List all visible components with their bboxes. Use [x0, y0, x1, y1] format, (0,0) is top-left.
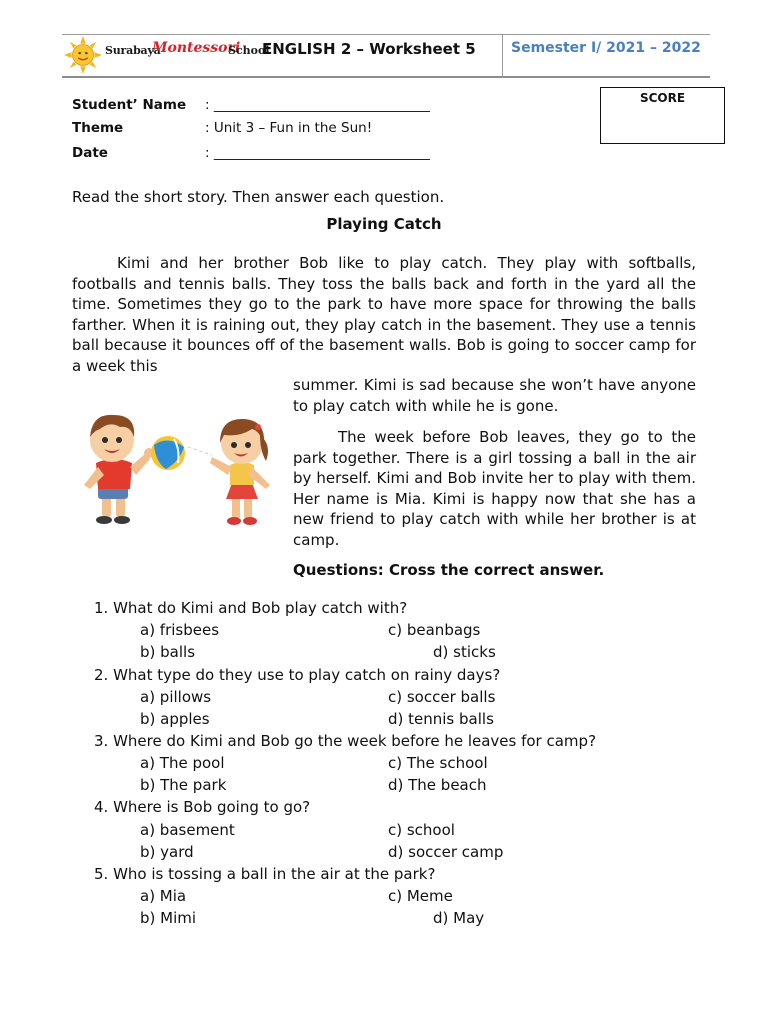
option-5c[interactable]: c) Meme: [388, 887, 453, 905]
option-3c[interactable]: c) The school: [388, 754, 488, 772]
option-2d[interactable]: d) tennis balls: [388, 710, 494, 728]
story-paragraph-1-continued: summer. Kimi is sad because she won’t have anyone to play catch with while he is gone.: [293, 376, 696, 415]
date-label: Date: [72, 145, 108, 161]
option-2c[interactable]: c) soccer balls: [388, 688, 496, 706]
option-5a[interactable]: a) Mia: [140, 887, 187, 905]
story-paragraph-1: Kimi and her brother Bob like to play catch. They play with softballs, footballs and tennis balls. They toss the balls back and forth in the yard all the time. Sometimes they go to the park to have more space for throwing the balls farther. When it is raining out, they play catch in the basement. They use a tennis ball because it bounces off of the basement walls. Bob is going to soccer camp for a week this: [72, 254, 696, 375]
student-name-field[interactable]: : ________________________________: [205, 97, 430, 113]
question-4: 4. Where is Bob going to go?: [94, 798, 311, 816]
option-4a[interactable]: a) basement: [140, 821, 235, 839]
option-3b[interactable]: b) The park: [140, 776, 227, 794]
question-3: 3. Where do Kimi and Bob go the week before he leaves for camp?: [94, 732, 597, 750]
score-label: SCORE: [639, 91, 686, 105]
semester-label: Semester I/ 2021 – 2022: [511, 40, 701, 56]
option-4b[interactable]: b) yard: [140, 843, 194, 861]
option-3a[interactable]: a) The pool: [140, 754, 225, 772]
question-2: 2. What type do they use to play catch on rainy days?: [94, 666, 501, 684]
theme-value: : Unit 3 – Fun in the Sun!: [205, 120, 373, 136]
theme-label: Theme: [72, 120, 124, 136]
option-1b[interactable]: b) balls: [140, 643, 196, 661]
option-3d[interactable]: d) The beach: [388, 776, 487, 794]
story-title: Playing Catch: [326, 215, 442, 233]
school-name-surabaya: Surabaya: [105, 44, 161, 57]
option-5d[interactable]: d) May: [433, 909, 485, 927]
boy-figure: [84, 415, 154, 524]
instruction-text: Read the short story. Then answer each question.: [72, 188, 445, 206]
school-name-montessori: Montessori: [152, 40, 241, 56]
option-1c[interactable]: c) beanbags: [388, 621, 481, 639]
school-name-school: School: [228, 44, 270, 57]
header-bottom-rule: [62, 76, 710, 78]
option-2b[interactable]: b) apples: [140, 710, 210, 728]
option-1d[interactable]: d) sticks: [433, 643, 496, 661]
ball-figure: [151, 436, 212, 470]
option-5b[interactable]: b) Mimi: [140, 909, 197, 927]
date-field[interactable]: : ________________________________: [205, 145, 430, 161]
kids-playing-catch-illustration: [74, 385, 284, 535]
questions-heading: Questions: Cross the correct answer.: [293, 561, 605, 579]
question-5: 5. Who is tossing a ball in the air at the park?: [94, 865, 436, 883]
story-paragraph-2: The week before Bob leaves, they go to the park together. There is a girl tossing a ball in the air by herself. Kimi and Bob invite her to play with them. Her name is Mia. Kimi is happy now that she has a new friend to play catch with while her brother is at camp.: [293, 428, 696, 549]
header-top-rule: [62, 34, 710, 35]
option-2a[interactable]: a) pillows: [140, 688, 212, 706]
option-1a[interactable]: a) frisbees: [140, 621, 220, 639]
student-name-label: Student’ Name: [72, 97, 187, 113]
question-1: 1. What do Kimi and Bob play catch with?: [94, 599, 408, 617]
header-divider: [502, 34, 503, 78]
option-4c[interactable]: c) school: [388, 821, 455, 839]
girl-figure: [210, 419, 270, 525]
worksheet-title: ENGLISH 2 – Worksheet 5: [262, 40, 476, 58]
option-4d[interactable]: d) soccer camp: [388, 843, 504, 861]
sun-logo-icon: [64, 36, 102, 74]
